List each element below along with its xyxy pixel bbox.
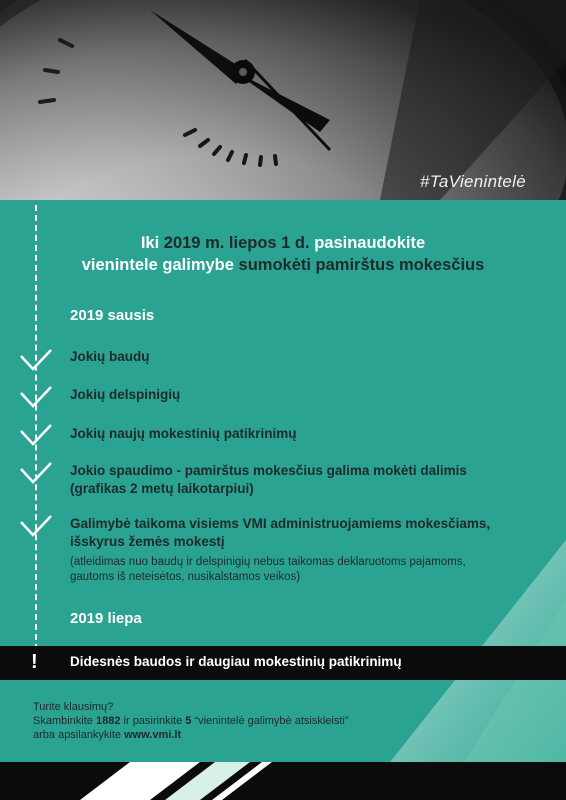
headline — [0, 232, 566, 276]
headline-prefix: Iki — [140, 234, 164, 252]
check-icon — [18, 422, 54, 448]
exception-note — [70, 555, 530, 585]
check-icon — [18, 460, 54, 486]
contact-call-text: Skambinkite — [33, 715, 96, 727]
exclamation-icon: ! — [31, 651, 38, 673]
contact-visit-text: arba apsilankykite — [33, 729, 125, 741]
benefit-no-new-inspections: Jokių naujų mokestinių patikrinimų — [70, 426, 297, 441]
benefit-installments — [70, 462, 540, 498]
contact-phone-number[interactable]: 1882 — [95, 715, 121, 727]
headline-opportunity: vienintele galimybe — [81, 256, 234, 274]
benefit-installments-line-2: (grafikas 2 metų laikotarpiui) — [70, 481, 254, 496]
benefit-no-late-interest: Jokių delspinigių — [70, 387, 181, 402]
benefit-no-fines: Jokių baudų — [70, 349, 150, 364]
headline-deadline: 2019 m. liepos 1 d. — [163, 234, 310, 252]
year-end-label: 2019 liepa — [70, 610, 142, 627]
contact-question: Turite klausimų? — [33, 701, 114, 713]
benefit-installments-line-1: Jokio spaudimo - pamirštus mokesčius galima mokėti dalimis — [70, 463, 467, 478]
benefit-all-taxes-line-1: Galimybė taikoma visiems VMI administruojamiems mokesčiams, — [70, 516, 491, 531]
headline-action: sumokėti pamirštus mokesčius — [233, 256, 485, 274]
check-icon — [18, 513, 54, 539]
headline-verb: pasinaudokite — [309, 234, 426, 252]
contact-info — [33, 700, 349, 742]
contact-website-line — [33, 728, 349, 742]
headline-line-1 — [0, 232, 566, 254]
contact-choose-text: ir pasirinkite — [120, 715, 186, 727]
benefit-all-taxes — [70, 515, 540, 551]
contact-option-number: 5 — [185, 715, 192, 727]
check-icon — [18, 384, 54, 410]
exception-note-line-1: (atleidimas nuo baudų ir delspinigių nebus taikomas deklaruotoms pajamoms, — [70, 556, 466, 568]
benefit-all-taxes-line-2: išskyrus žemės mokestį — [70, 534, 225, 549]
year-start-label: 2019 sausis — [70, 307, 155, 324]
warning-text: Didesnės baudos ir daugiau mokestinių patikrinimų — [70, 654, 402, 669]
exception-note-line-2: gautoms iš neteisėtos, nusikalstamos veikos) — [70, 571, 301, 583]
contact-phone-line — [33, 714, 349, 728]
contact-option-name: “vienintelė galimybė atsiskleisti” — [191, 715, 349, 727]
headline-line-2 — [0, 254, 566, 276]
contact-website-link[interactable]: www.vmi.lt — [124, 729, 182, 741]
hashtag: #TaVienintelė — [420, 172, 526, 191]
check-icon — [18, 347, 54, 373]
warning-bar — [0, 646, 566, 680]
